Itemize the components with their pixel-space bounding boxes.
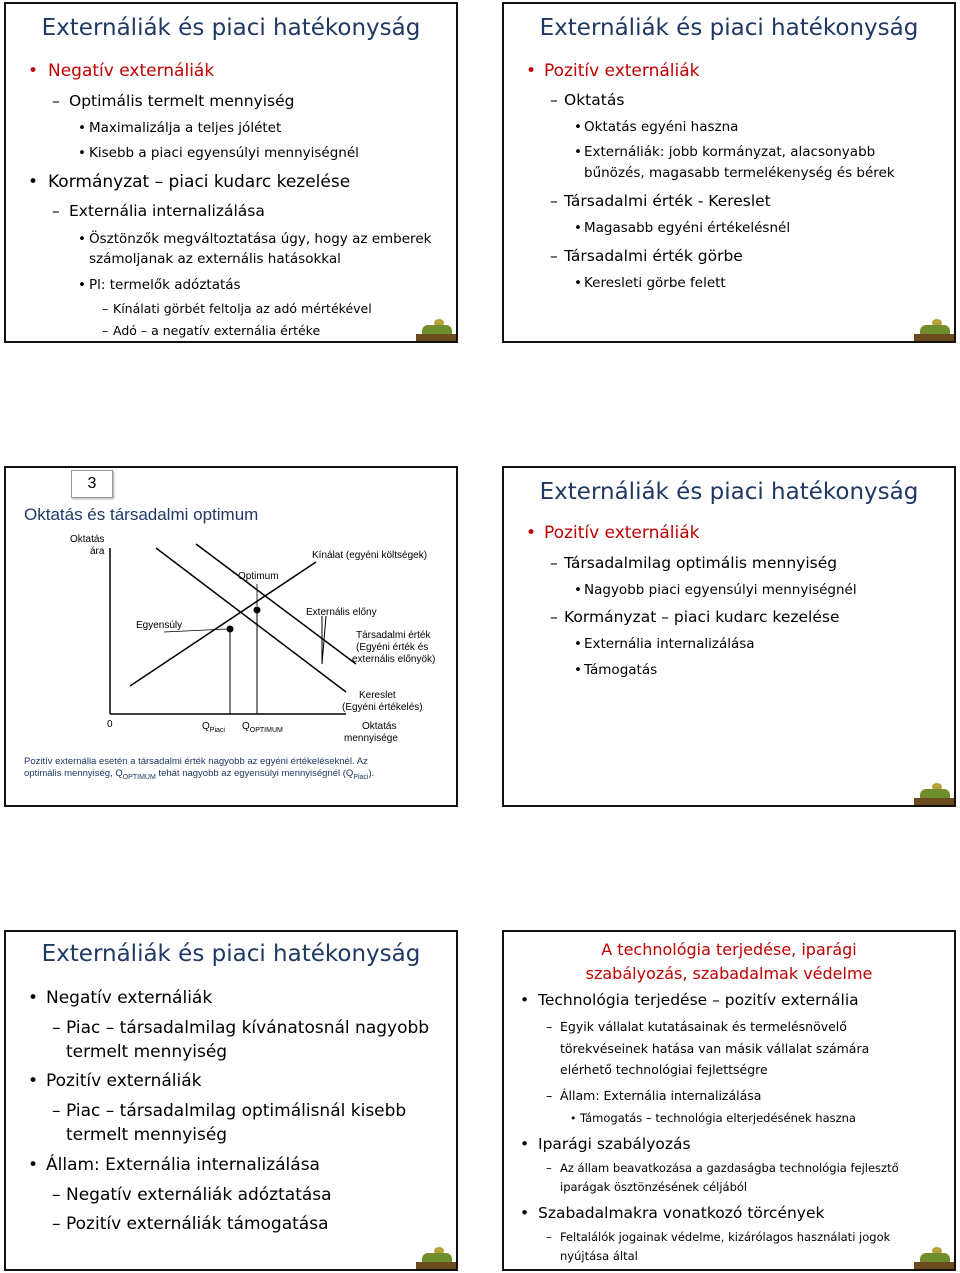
bullet-icon: •: [78, 145, 86, 161]
corner-decoration: [416, 1247, 456, 1269]
slide-title: Externáliák és piaci hatékonyság: [41, 941, 421, 967]
slide-line: Ösztönzők megváltoztatása úgy, hogy az emberek: [89, 231, 432, 247]
slide-number-box: 3: [71, 470, 113, 498]
slide-5: [4, 930, 458, 1271]
slide-line: Negatív externáliák adóztatása: [66, 1185, 332, 1205]
supply-label: Kínálat (egyéni költségek): [312, 550, 428, 561]
slide-line: Kormányzat – piaci kudarc kezelése: [564, 608, 840, 626]
dash-icon: –: [546, 1230, 552, 1244]
slide-line: törekvéseinek hatása van másik vállalat számára: [560, 1041, 870, 1056]
ext-arrow: [322, 616, 326, 664]
bullet-icon: •: [28, 61, 39, 81]
slide-line: Oktatás egyéni haszna: [584, 119, 739, 135]
slide-line: Pozitív externáliák: [46, 1071, 202, 1091]
slide-line: Nagyobb piaci egyensúlyi mennyiségnél: [584, 582, 857, 598]
dash-icon: –: [52, 1018, 61, 1038]
bullet-icon: •: [574, 275, 582, 291]
bullet-icon: •: [570, 1112, 577, 1125]
corner-decoration: [914, 783, 954, 805]
bullet-icon: •: [520, 991, 530, 1009]
dash-icon: –: [52, 1214, 61, 1234]
dash-icon: –: [550, 554, 558, 572]
diagram-caption: Pozitív externália esetén a társadalmi érték nagyobb az egyéni értékeléseknél. Az optimális mennyiség, $Q_{OPTIMUM}$ tehát nagyobb az egyensúlyi mennyiségnél $(Q_{Piaci})$.: [24, 756, 375, 781]
slide-line: Pozitív externáliák: [544, 523, 700, 543]
diagram-title: Oktatás és társadalmi optimum: [24, 505, 259, 524]
slide-line: Társadalmi érték - Kereslet: [564, 192, 771, 210]
bullet-icon: •: [28, 988, 39, 1008]
bullet-icon: •: [78, 277, 86, 293]
dash-icon: –: [546, 1161, 552, 1175]
bullet-icon: •: [526, 523, 537, 543]
slide-line: Negatív externáliák: [48, 61, 215, 81]
slide-line: Állam: Externália internalizálása: [560, 1088, 762, 1103]
slide-line: Társadalmi érték görbe: [564, 247, 743, 265]
slide-line: Keresleti görbe felett: [584, 275, 726, 291]
bullet-icon: •: [78, 120, 86, 136]
y-axis-label: Oktatás: [70, 534, 105, 545]
bullet-icon: •: [520, 1204, 530, 1222]
slide-2: [502, 2, 956, 343]
slide-line: számoljanak az externális hatásokkal: [89, 251, 341, 267]
slide-line: Az állam beavatkozása a gazdaságba technológia fejlesztő: [560, 1161, 899, 1175]
slide-line: Piac – társadalmilag kívánatosnál nagyobb: [66, 1018, 430, 1038]
dash-icon: –: [550, 608, 558, 626]
slide-line: Feltalálók jogainak védelme, kizárólagos használati jogok: [560, 1230, 891, 1244]
slide-line: nyújtása által: [560, 1249, 638, 1263]
dash-icon: –: [52, 202, 60, 220]
bullet-icon: •: [574, 636, 582, 652]
demand-curve: [156, 548, 346, 692]
slide-1: [4, 2, 458, 343]
slide-line: termelt mennyiség: [66, 1125, 228, 1145]
slide-line: Oktatás: [564, 91, 625, 109]
slide-line: Kormányzat – piaci kudarc kezelése: [48, 172, 351, 192]
dash-icon: –: [546, 1019, 553, 1034]
bullet-icon: •: [526, 61, 537, 81]
slide-line: Externáliák: jobb kormányzat, alacsonyabb: [584, 144, 876, 160]
q-optimum-label: $Q_{OPTIMUM}$: [242, 721, 283, 734]
q-piaci-label: $Q_{Piaci}$: [202, 721, 225, 734]
slide-line: Kisebb a piaci egyensúlyi mennyiségnél: [89, 145, 359, 161]
external-benefit-label: Externális előny: [306, 607, 377, 618]
slide-line: Magasabb egyéni értékelésnél: [584, 220, 791, 236]
slide-line: Szabadalmakra vonatkozó törcények: [538, 1204, 825, 1222]
dash-icon: –: [102, 323, 109, 338]
corner-decoration: [416, 319, 456, 341]
optimum-point: [254, 607, 261, 614]
social-value-label: Társadalmi érték: [356, 630, 431, 641]
dash-icon: –: [52, 92, 60, 110]
social-value-label: externális előnyök): [352, 654, 436, 665]
slide-line: Adó – a negatív externália értéke: [113, 323, 321, 338]
slide-line: Maximalizálja a teljes jólétet: [89, 120, 282, 136]
slide-line: Iparági szabályozás: [538, 1135, 691, 1153]
bullet-icon: •: [28, 1155, 39, 1175]
bullet-icon: •: [520, 1135, 530, 1153]
dash-icon: –: [550, 91, 558, 109]
bullet-icon: •: [28, 1071, 39, 1091]
slide-line: Egyik vállalat kutatásainak és termelésnövelő: [560, 1019, 847, 1034]
social-value-label: (Egyéni érték és: [356, 642, 429, 653]
slide-line: Támogatás: [584, 662, 658, 678]
slide-title: Externáliák és piaci hatékonyság: [41, 15, 421, 41]
bullet-icon: •: [574, 220, 582, 236]
slide-line: bűnözés, magasabb termelékenység és bérek: [584, 165, 895, 181]
slide-line: Optimális termelt mennyiség: [69, 92, 295, 110]
slide-line: Kínálati görbét feltolja az adó mértékével: [113, 301, 372, 316]
y-axis-label: ára: [90, 546, 105, 557]
slide-3-diagram: [4, 466, 458, 807]
demand-label: (Egyéni értékelés): [342, 702, 423, 713]
origin-label: 0: [107, 719, 113, 730]
bullet-icon: •: [574, 582, 582, 598]
slide-title: A technológia terjedése, iparági szabályozás, szabadalmak védelme: [585, 940, 873, 983]
slide-line: Externália internalizálása: [584, 636, 755, 652]
dash-icon: –: [52, 1185, 61, 1205]
slide-line: Pozitív externáliák támogatása: [66, 1214, 329, 1234]
slide-title: Externáliák és piaci hatékonyság: [539, 479, 919, 505]
slide-line: elérhető technológiai fejlettségre: [560, 1062, 768, 1077]
bullet-icon: •: [574, 662, 582, 678]
x-axis-label: Oktatás: [362, 721, 397, 732]
dash-icon: –: [102, 301, 109, 316]
demand-label: Kereslet: [359, 690, 396, 701]
equilibrium-point: [227, 626, 234, 633]
optimum-label: Optimum: [238, 571, 279, 582]
dash-icon: –: [546, 1088, 553, 1103]
slide-line: Pozitív externáliák: [544, 61, 700, 81]
slide-line: Piac – társadalmilag optimálisnál kisebb: [66, 1101, 407, 1121]
slide-line: Negatív externáliák: [46, 988, 213, 1008]
equilibrium-label: Egyensúly: [136, 620, 183, 631]
x-axis-label: mennyisége: [344, 733, 398, 744]
slide-line: Támogatás – technológia elterjedésének haszna: [580, 1111, 856, 1125]
bullet-icon: •: [574, 119, 582, 135]
bullet-icon: •: [28, 172, 39, 192]
slide-line: iparágak ösztönzésének céljából: [560, 1180, 748, 1194]
corner-decoration: [914, 1247, 954, 1269]
slide-line: Technológia terjedése – pozitív externália: [538, 991, 859, 1009]
dash-icon: –: [550, 192, 558, 210]
slide-4: [502, 466, 956, 807]
slide-title: Externáliák és piaci hatékonyság: [539, 15, 919, 41]
bullet-icon: •: [78, 231, 86, 247]
slide-line: Társadalmilag optimális mennyiség: [564, 554, 838, 572]
dash-icon: –: [52, 1101, 61, 1121]
social-value-curve: [196, 544, 356, 664]
slide-line: Pl: termelők adóztatás: [89, 277, 241, 293]
slide-line: Állam: Externália internalizálása: [46, 1155, 320, 1175]
slide-line: Externália internalizálása: [69, 202, 265, 220]
slide-line: termelt mennyiség: [66, 1042, 228, 1062]
dash-icon: –: [550, 247, 558, 265]
corner-decoration: [914, 319, 954, 341]
bullet-icon: •: [574, 144, 582, 160]
slide-6: [502, 930, 956, 1271]
